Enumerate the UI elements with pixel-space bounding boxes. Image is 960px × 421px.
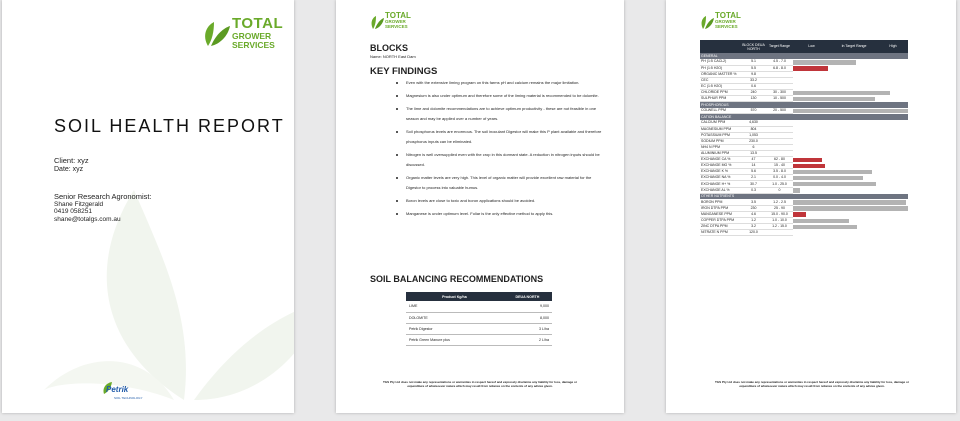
- agronomist-email: shane@totalgs.com.au: [54, 215, 121, 223]
- parameter-value: 3.2: [741, 224, 766, 230]
- parameter-value: 130: [741, 96, 766, 102]
- level-bar: [793, 206, 908, 211]
- finding-item: Organic matter levels are very high. This level of organic matter will provide excellent raw material for the Digestor to process into valuable humus.: [396, 173, 606, 193]
- leaf-logo-icon: [202, 18, 230, 48]
- brand-line2: GROWER: [715, 19, 736, 24]
- parameter-name: NH4 N PPM: [700, 144, 741, 150]
- parameter-name: EXCHANGE K %: [700, 169, 741, 175]
- brand-logo-small: [700, 12, 750, 36]
- parameter-value: 1,053: [741, 132, 766, 138]
- brand-logo: [202, 14, 282, 54]
- parameter-value: 240: [741, 90, 766, 96]
- parameter-value: 4.6: [741, 211, 766, 217]
- rec-product: Petrik Digestor: [406, 323, 503, 334]
- level-bar: [793, 212, 806, 217]
- level-bar: [793, 200, 906, 205]
- target-range: 10 - 500: [766, 96, 793, 102]
- target-range: 15.0 - 90.0: [766, 211, 793, 217]
- parameter-name: EXCHANGE NA %: [700, 175, 741, 181]
- finding-item: Boron levels are close to toxic and boron applications should be avoided.: [396, 196, 606, 206]
- rec-product: DOLOMITE: [406, 312, 503, 323]
- parameter-name: ALUMINIUM PPM: [700, 151, 741, 157]
- leaf-watermark-icon: [44, 150, 294, 410]
- agronomist-name: Shane Fitzgerald: [54, 201, 104, 209]
- col-header: High: [878, 40, 908, 53]
- parameter-name: SODIUM PPM: [700, 138, 741, 144]
- parameter-value: 5.6: [741, 169, 766, 175]
- target-range: 1.0 - 25.0: [766, 181, 793, 187]
- partner-name: Petrik: [106, 385, 129, 394]
- parameter-name: EXCHANGE H+ %: [700, 181, 741, 187]
- col-header: Target Range: [766, 40, 793, 53]
- level-bar: [793, 225, 857, 230]
- level-bar: [793, 182, 876, 187]
- target-range: 15 - 40: [766, 163, 793, 169]
- parameter-name: IRON DTPA PPM: [700, 205, 741, 211]
- blocks-heading: BLOCKS: [370, 43, 408, 53]
- target-range: 62 - 80: [766, 157, 793, 163]
- parameter-value: 230: [741, 205, 766, 211]
- leaf-logo-icon: [700, 14, 714, 30]
- level-bar-cell: [793, 108, 908, 114]
- disclaimer-line: TGS Pty Ltd does not make any representations or warranties in respect hereof and expressly disclaims any liability for loss, damage or: [714, 380, 910, 384]
- brand-line1: TOTAL: [385, 11, 411, 20]
- blocks-name: Name: NORTH East Dam: [370, 54, 416, 59]
- col-header: BLOCK DEUA NORTH: [741, 40, 766, 53]
- agronomist-block: [54, 193, 152, 223]
- rec-header-block: DEUA NORTH: [503, 292, 552, 301]
- parameter-name: EXCHANGE MG %: [700, 163, 741, 169]
- parameter-value: 4,630: [741, 120, 766, 126]
- parameter-name: CALCIUM PPM: [700, 120, 741, 126]
- parameter-name: COLWELL PPM: [700, 108, 741, 114]
- finding-item: Magnesium is also under optimum and therefore some of the liming material is recommended to be dolomite.: [396, 91, 606, 101]
- col-header: [700, 40, 741, 53]
- leaf-logo-icon: [370, 14, 384, 30]
- section-label: CATION BALANCE: [700, 114, 908, 120]
- target-range: 30 - 300: [766, 90, 793, 96]
- parameter-value: 14: [741, 163, 766, 169]
- soil-analysis-table: [700, 40, 908, 236]
- table-row: [406, 301, 552, 312]
- analysis-rows: [700, 53, 908, 236]
- target-range: 1.0 - 10.0: [766, 218, 793, 224]
- rec-value: 3 L/ha: [503, 323, 552, 334]
- finding-item: Soil phosphorus levels are enormous. The soil inoculant Digestor will make this P plant available and therefore phosphorus inputs can be eliminated.: [396, 127, 606, 147]
- date-label: Date: xyz: [54, 166, 84, 173]
- level-bar: [793, 91, 890, 96]
- client-block: [54, 156, 89, 174]
- disclaimer: [360, 380, 600, 388]
- brand-line1: TOTAL: [232, 15, 284, 32]
- parameter-name: SULPHUR PPM: [700, 96, 741, 102]
- parameter-value: 804: [741, 126, 766, 132]
- level-bar-cell: [793, 230, 908, 236]
- brand-line3: SERVICES: [715, 23, 738, 29]
- rec-value: 8,000: [503, 312, 552, 323]
- section-label: PHOSPHOROUS: [700, 102, 908, 108]
- finding-item: Even with the extensive liming program on this farms pH and calcium remains the major limitation.: [396, 78, 606, 88]
- level-bar: [793, 97, 875, 102]
- parameter-value: 13.5: [741, 151, 766, 157]
- parameter-name: EXCHANGE CA %: [700, 157, 741, 163]
- parameter-name: PH (1:5 H2O): [700, 65, 741, 71]
- parameter-value: 47: [741, 157, 766, 163]
- disclaimer: [690, 380, 934, 388]
- col-header: Low: [793, 40, 830, 53]
- rec-value: 9,000: [503, 301, 552, 312]
- disclaimer-line: expenditure of whatsoever nature which may result from reliance on the contents of any advice given.: [739, 384, 885, 388]
- brand-line3: SERVICES: [232, 39, 275, 50]
- target-range: [766, 230, 793, 236]
- parameter-value: 5.5: [741, 65, 766, 71]
- parameter-value: 5.1: [741, 59, 766, 65]
- parameter-value: 33.2: [741, 77, 766, 83]
- parameter-value: 0.3: [741, 187, 766, 193]
- table-row: [406, 334, 552, 345]
- brand-line2: GROWER: [232, 31, 272, 41]
- level-bar: [793, 176, 863, 181]
- target-range: 4.5 - 7.0: [766, 59, 793, 65]
- col-header: In Target Range: [830, 40, 878, 53]
- parameter-value: 120.0: [741, 230, 766, 236]
- parameter-name: EXCHANGE AL %: [700, 187, 741, 193]
- brand-line1: TOTAL: [715, 11, 741, 20]
- rec-product: LIME: [406, 301, 503, 312]
- level-bar: [793, 66, 828, 71]
- level-bar: [793, 109, 908, 114]
- level-bar: [793, 188, 800, 193]
- parameter-name: PH (1:5 CACL2): [700, 59, 741, 65]
- analysis-page: [666, 0, 956, 413]
- rec-value: 2 L/ha: [503, 334, 552, 345]
- brand-line2: GROWER: [385, 19, 406, 24]
- agronomist-phone: 0419 058251: [54, 208, 92, 216]
- parameter-name: EC (1:5 H2O): [700, 83, 741, 89]
- disclaimer-line: TGS Pty Ltd does not make any representations or warranties in respect hereof and expressly disclaims any liability for loss, damage or: [382, 380, 578, 384]
- recommendations-table: [406, 292, 552, 346]
- parameter-value: 2.1: [741, 175, 766, 181]
- parameter-value: 6: [741, 144, 766, 150]
- target-range: 0: [766, 187, 793, 193]
- cover-page: [2, 0, 294, 413]
- parameter-name: NITRATE N PPM: [700, 230, 741, 236]
- key-findings-list: [396, 78, 606, 222]
- parameter-name: CEC: [700, 77, 741, 83]
- parameter-name: CHLORIDE PPM: [700, 90, 741, 96]
- partner-sub: SOIL TECHNOLOGY: [114, 396, 143, 400]
- parameter-name: MANGANESE PPM: [700, 211, 741, 217]
- target-range: 3.5 - 8.0: [766, 169, 793, 175]
- parameter-value: 0.6: [741, 83, 766, 89]
- parameter-value: 570: [741, 108, 766, 114]
- level-bar-cell: [793, 96, 908, 102]
- level-bar-cell: [793, 187, 908, 193]
- target-range: 6.8 - 8.0: [766, 65, 793, 71]
- parameter-name: COPPER DTPA PPM: [700, 218, 741, 224]
- rec-header-product: Product Kg/ha: [406, 292, 503, 301]
- parameter-value: 230.0: [741, 138, 766, 144]
- soil-balancing-heading: SOIL BALANCING RECOMMENDATIONS: [370, 274, 544, 284]
- report-title: SOIL HEALTH REPORT: [54, 116, 285, 136]
- parameter-name: BORON PPM: [700, 199, 741, 205]
- finding-item: Manganese is under optimum level. Foliar is the only effective method to apply this.: [396, 209, 606, 219]
- level-bar: [793, 158, 822, 163]
- client-label: Client: xyz: [54, 156, 89, 165]
- table-row: [406, 312, 552, 323]
- table-row: [406, 323, 552, 334]
- parameter-name: POTASSIUM PPM: [700, 132, 741, 138]
- section-label: OTHER NUTRIENTS: [700, 193, 908, 199]
- key-findings-heading: KEY FINDINGS: [370, 66, 438, 77]
- parameter-name: ORGANIC MATTER %: [700, 71, 741, 77]
- rec-product: Petrik Green Manure plus: [406, 334, 503, 345]
- partner-logo: [102, 381, 148, 407]
- finding-item: Nitrogen is well oversupplied even with the crop in this dormant state. A reduction in nitrogen inputs should be discussed.: [396, 150, 606, 170]
- level-bar: [793, 170, 872, 175]
- findings-page: [336, 0, 624, 413]
- parameter-value: 30.7: [741, 181, 766, 187]
- parameter-value: 9.8: [741, 71, 766, 77]
- table-row: [700, 230, 908, 236]
- target-range: 1.2 - 2.5: [766, 199, 793, 205]
- finding-item: The lime and dolomite recommendations are to achieve optimum productivity - these are not feasible in one season and may be applied over a number of years.: [396, 104, 606, 124]
- section-label: GENERAL: [700, 53, 908, 59]
- brand-logo-small: [370, 12, 420, 36]
- level-bar: [793, 60, 856, 65]
- target-range: 0.0 - 4.0: [766, 175, 793, 181]
- parameter-value: 3.5: [741, 199, 766, 205]
- disclaimer-line: expenditure of whatsoever nature which may result from reliance on the contents of any advice given.: [407, 384, 553, 388]
- level-bar: [793, 164, 825, 169]
- target-range: 20 - 500: [766, 108, 793, 114]
- parameter-name: MAGNESIUM PPM: [700, 126, 741, 132]
- parameter-name: ZINC DTPA PPM: [700, 224, 741, 230]
- agronomist-role: Senior Research Agronomist:: [54, 192, 152, 201]
- brand-line3: SERVICES: [385, 23, 408, 29]
- parameter-value: 1.2: [741, 218, 766, 224]
- level-bar: [793, 219, 849, 224]
- target-range: 1.2 - 15.0: [766, 224, 793, 230]
- target-range: 25 - 90: [766, 205, 793, 211]
